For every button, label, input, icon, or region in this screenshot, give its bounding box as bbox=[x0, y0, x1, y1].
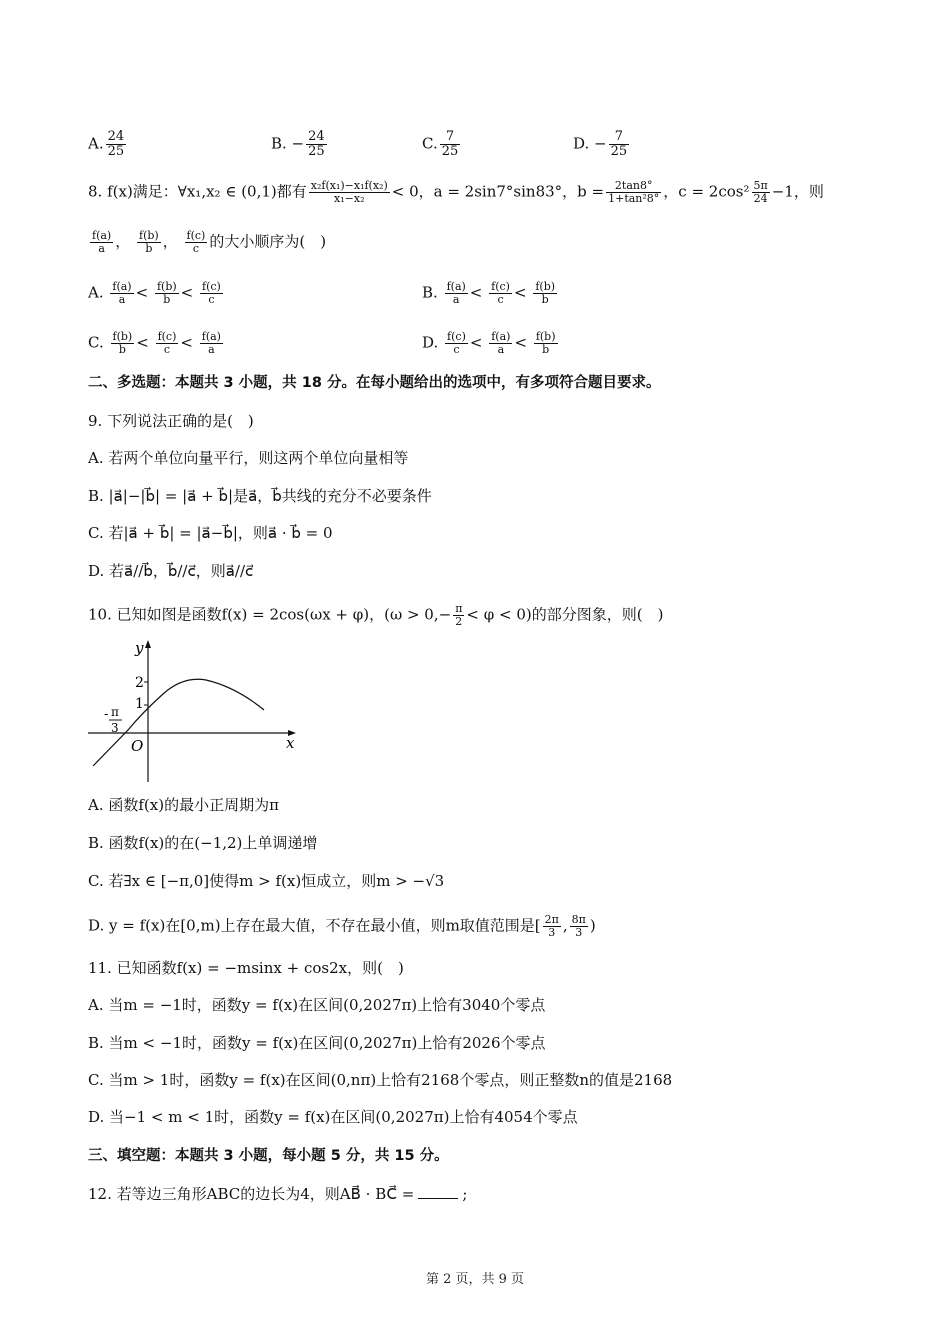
tick-label-pi: π bbox=[111, 705, 119, 719]
q7-option-c: C. $\frac{7}{25}$ bbox=[422, 129, 459, 159]
q7-option-a: A. $\frac{24}{25}$ bbox=[88, 129, 125, 159]
answer-blank[interactable] bbox=[418, 1184, 458, 1199]
q8-option-b: B. $\frac{f(a)}{a}$ < $\frac{f(c)}{c}$ < $\frac{f(b)}{b}$ bbox=[422, 280, 556, 306]
y-axis-label: y bbox=[135, 639, 144, 657]
q7-option-d: D. − $\frac{7}{25}$ bbox=[573, 129, 628, 159]
q8-option-a: A. $\frac{f(a)}{a}$ < $\frac{f(b)}{b}$ < $\frac{f(c)}{c}$ bbox=[88, 280, 221, 306]
q7-option-b: B. − $\frac{24}{25}$ bbox=[271, 129, 325, 159]
q11-option-c: C. 当m > 1时，函数y = f(x)在区间(0,nπ)上恰有2168个零点，则正整数n的值是2168 bbox=[88, 1071, 673, 1089]
q8-stem-line1: 8. f(x)满足：∀x₁,x₂ ∈ (0,1)都有 $\frac{\text{x₂f(x₁)−x₁f(x₂)}}{\text{x₁−x₂}}$ < 0，a = 2sin7°sin83°，b = $\frac{2\tan 8^\circ}{\text{1+tan²8°}}$ ，c = 2cos² $\frac{5\pi}{24}$ −1，则 bbox=[88, 179, 824, 205]
section-3-heading: 三、填空题：本题共 3 小题，每小题 5 分，共 15 分。 bbox=[88, 1148, 449, 1164]
page-footer: 第 2 页，共 9 页 bbox=[425, 1272, 525, 1287]
q9-option-d: D. 若a⃗//b⃗，b⃗//c⃗，则a⃗//c⃗ bbox=[88, 562, 254, 580]
q9-option-a: A. 若两个单位向量平行，则这两个单位向量相等 bbox=[88, 449, 409, 467]
q9-stem: 9. 下列说法正确的是( ) bbox=[88, 412, 254, 430]
q8-option-d: D. $\frac{f(c)}{c}$ < $\frac{f(a)}{a}$ < $\frac{f(b)}{b}$ bbox=[422, 330, 556, 356]
q11-option-b: B. 当m < −1时，函数y = f(x)在区间(0,2027π)上恰有2026个零点 bbox=[88, 1034, 546, 1052]
q12-stem: 12. 若等边三角形ABC的边长为4，则AB⃗ · BC⃗ = ; bbox=[88, 1185, 468, 1203]
q8-stem-line2: $\frac{f(a)}{a}$ ， $\frac{f(b)}{b}$ ， $\frac{f(c)}{c}$ 的大小顺序为( ) bbox=[92, 229, 327, 255]
q11-option-a: A. 当m = −1时，函数y = f(x)在区间(0,2027π)上恰有3040个零点 bbox=[88, 996, 546, 1014]
q10-option-d: D. y = f(x)在[0,m)上存在最大值，不存在最小值，则m取值范围是[ $\frac{2\pi}{3}$ , $\frac{8\pi}{3}$ ) bbox=[88, 913, 596, 939]
origin-label: O bbox=[131, 737, 144, 755]
cosine-curve bbox=[93, 679, 264, 766]
q10-option-b: B. 函数f(x)的在(−1,2)上单调递增 bbox=[88, 834, 318, 852]
tick-label-minus: - bbox=[104, 707, 109, 722]
q10-function-graph bbox=[88, 632, 308, 787]
section-2-heading: 二、多选题：本题共 3 小题，共 18 分。在每小题给出的选项中，有多项符合题目要求。 bbox=[88, 375, 661, 391]
q9-option-b: B. |a⃗|−|b⃗| = |a⃗ + b⃗|是a⃗，b⃗共线的充分不必要条件 bbox=[88, 487, 432, 505]
x-axis-label: x bbox=[286, 734, 295, 752]
q11-stem: 11. 已知函数f(x) = −msinx + cos2x，则( ) bbox=[88, 959, 404, 977]
q10-stem: 10. 已知如图是函数f(x) = 2cos(ωx + φ)，(ω > 0,− $\frac{\pi}{2}$ < φ < 0)的部分图象，则( ) bbox=[88, 602, 664, 628]
y-axis-arrow bbox=[145, 640, 151, 648]
q10-option-c: C. 若∃x ∈ [−π,0]使得m > f(x)恒成立，则m > −√3 bbox=[88, 872, 445, 890]
tick-label-1: 1 bbox=[135, 696, 144, 712]
q10-option-a: A. 函数f(x)的最小正周期为π bbox=[88, 796, 279, 814]
tick-label-2: 2 bbox=[135, 675, 144, 691]
q9-option-c: C. 若|a⃗ + b⃗| = |a⃗−b⃗|，则a⃗ · b⃗ = 0 bbox=[88, 524, 333, 542]
tick-label-three: 3 bbox=[111, 721, 119, 735]
q8-option-c: C. $\frac{f(b)}{b}$ < $\frac{f(c)}{c}$ < $\frac{f(a)}{a}$ bbox=[88, 330, 221, 356]
q11-option-d: D. 当−1 < m < 1时，函数y = f(x)在区间(0,2027π)上恰有4054个零点 bbox=[88, 1108, 578, 1126]
